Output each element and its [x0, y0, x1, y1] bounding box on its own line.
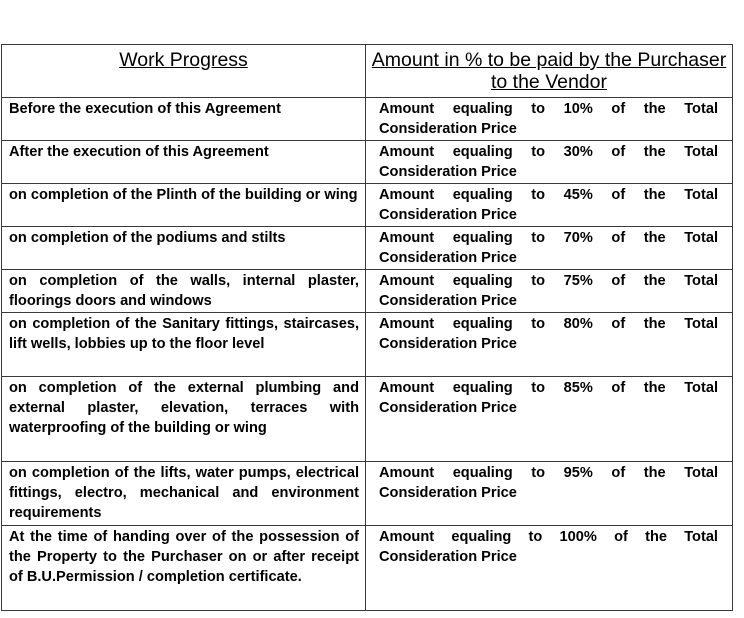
- work-progress-cell: on completion of the external plumbing and external plaster, elevation, terraces with waterproofing of the building or wing: [2, 377, 366, 462]
- table-row: [2, 377, 733, 462]
- amount-text: Amount equaling to 95% of the Total: [379, 465, 718, 481]
- amount-text: Consideration Price: [379, 121, 517, 137]
- amount-text: Consideration Price: [379, 485, 517, 501]
- amount-text: Consideration Price: [379, 336, 517, 352]
- table-row: [2, 98, 733, 141]
- amount-cell: [366, 184, 733, 227]
- table-row: [2, 270, 733, 313]
- amount-text: Amount equaling to 85% of the Total: [379, 380, 718, 396]
- work-progress-cell: After the execution of this Agreement: [2, 141, 366, 184]
- amount-text: Amount equaling to 45% of the Total: [379, 187, 718, 203]
- amount-text: Amount equaling to 75% of the Total: [379, 273, 718, 289]
- amount-text: Amount equaling to 10% of the Total: [379, 101, 718, 117]
- amount-text: Amount equaling to 80% of the Total: [379, 316, 718, 332]
- table-header-row: [2, 45, 733, 98]
- amount-text: Amount equaling to 30% of the Total: [379, 144, 718, 160]
- amount-text: Consideration Price: [379, 400, 517, 416]
- work-progress-cell: on completion of the Plinth of the building or wing: [2, 184, 366, 227]
- amount-text: Amount equaling to 100% of the Total: [379, 529, 718, 545]
- work-progress-cell: on completion of the Sanitary fittings, staircases, lift wells, lobbies up to the floor level: [2, 313, 366, 377]
- table-row: [2, 227, 733, 270]
- table-row: [2, 313, 733, 377]
- amount-text: Consideration Price: [379, 250, 517, 266]
- amount-cell: [366, 377, 733, 462]
- table-row: [2, 526, 733, 611]
- amount-text: Consideration Price: [379, 207, 517, 223]
- amount-cell: [366, 313, 733, 377]
- amount-cell: [366, 526, 733, 611]
- amount-cell: [366, 227, 733, 270]
- work-progress-header: Work Progress: [2, 45, 366, 98]
- payment-schedule-table: [1, 44, 733, 611]
- work-progress-cell: Before the execution of this Agreement: [2, 98, 366, 141]
- work-progress-cell: on completion of the walls, internal plaster, floorings doors and windows: [2, 270, 366, 313]
- amount-text: Consideration Price: [379, 293, 517, 309]
- amount-text: Amount equaling to 70% of the Total: [379, 230, 718, 246]
- work-progress-cell: on completion of the podiums and stilts: [2, 227, 366, 270]
- work-progress-cell: on completion of the lifts, water pumps, electrical fittings, electro, mechanical and environment requirements: [2, 462, 366, 526]
- work-progress-cell: At the time of handing over of the possession of the Property to the Purchaser on or after receipt of B.U.Permission / completion certificate.: [2, 526, 366, 611]
- table-row: [2, 184, 733, 227]
- amount-cell: [366, 98, 733, 141]
- amount-text: Consideration Price: [379, 164, 517, 180]
- table-row: [2, 141, 733, 184]
- amount-cell: [366, 270, 733, 313]
- amount-cell: [366, 141, 733, 184]
- table-row: [2, 462, 733, 526]
- amount-header: Amount in % to be paid by the Purchaser to the Vendor: [366, 45, 733, 98]
- amount-cell: [366, 462, 733, 526]
- amount-text: Consideration Price: [379, 549, 517, 565]
